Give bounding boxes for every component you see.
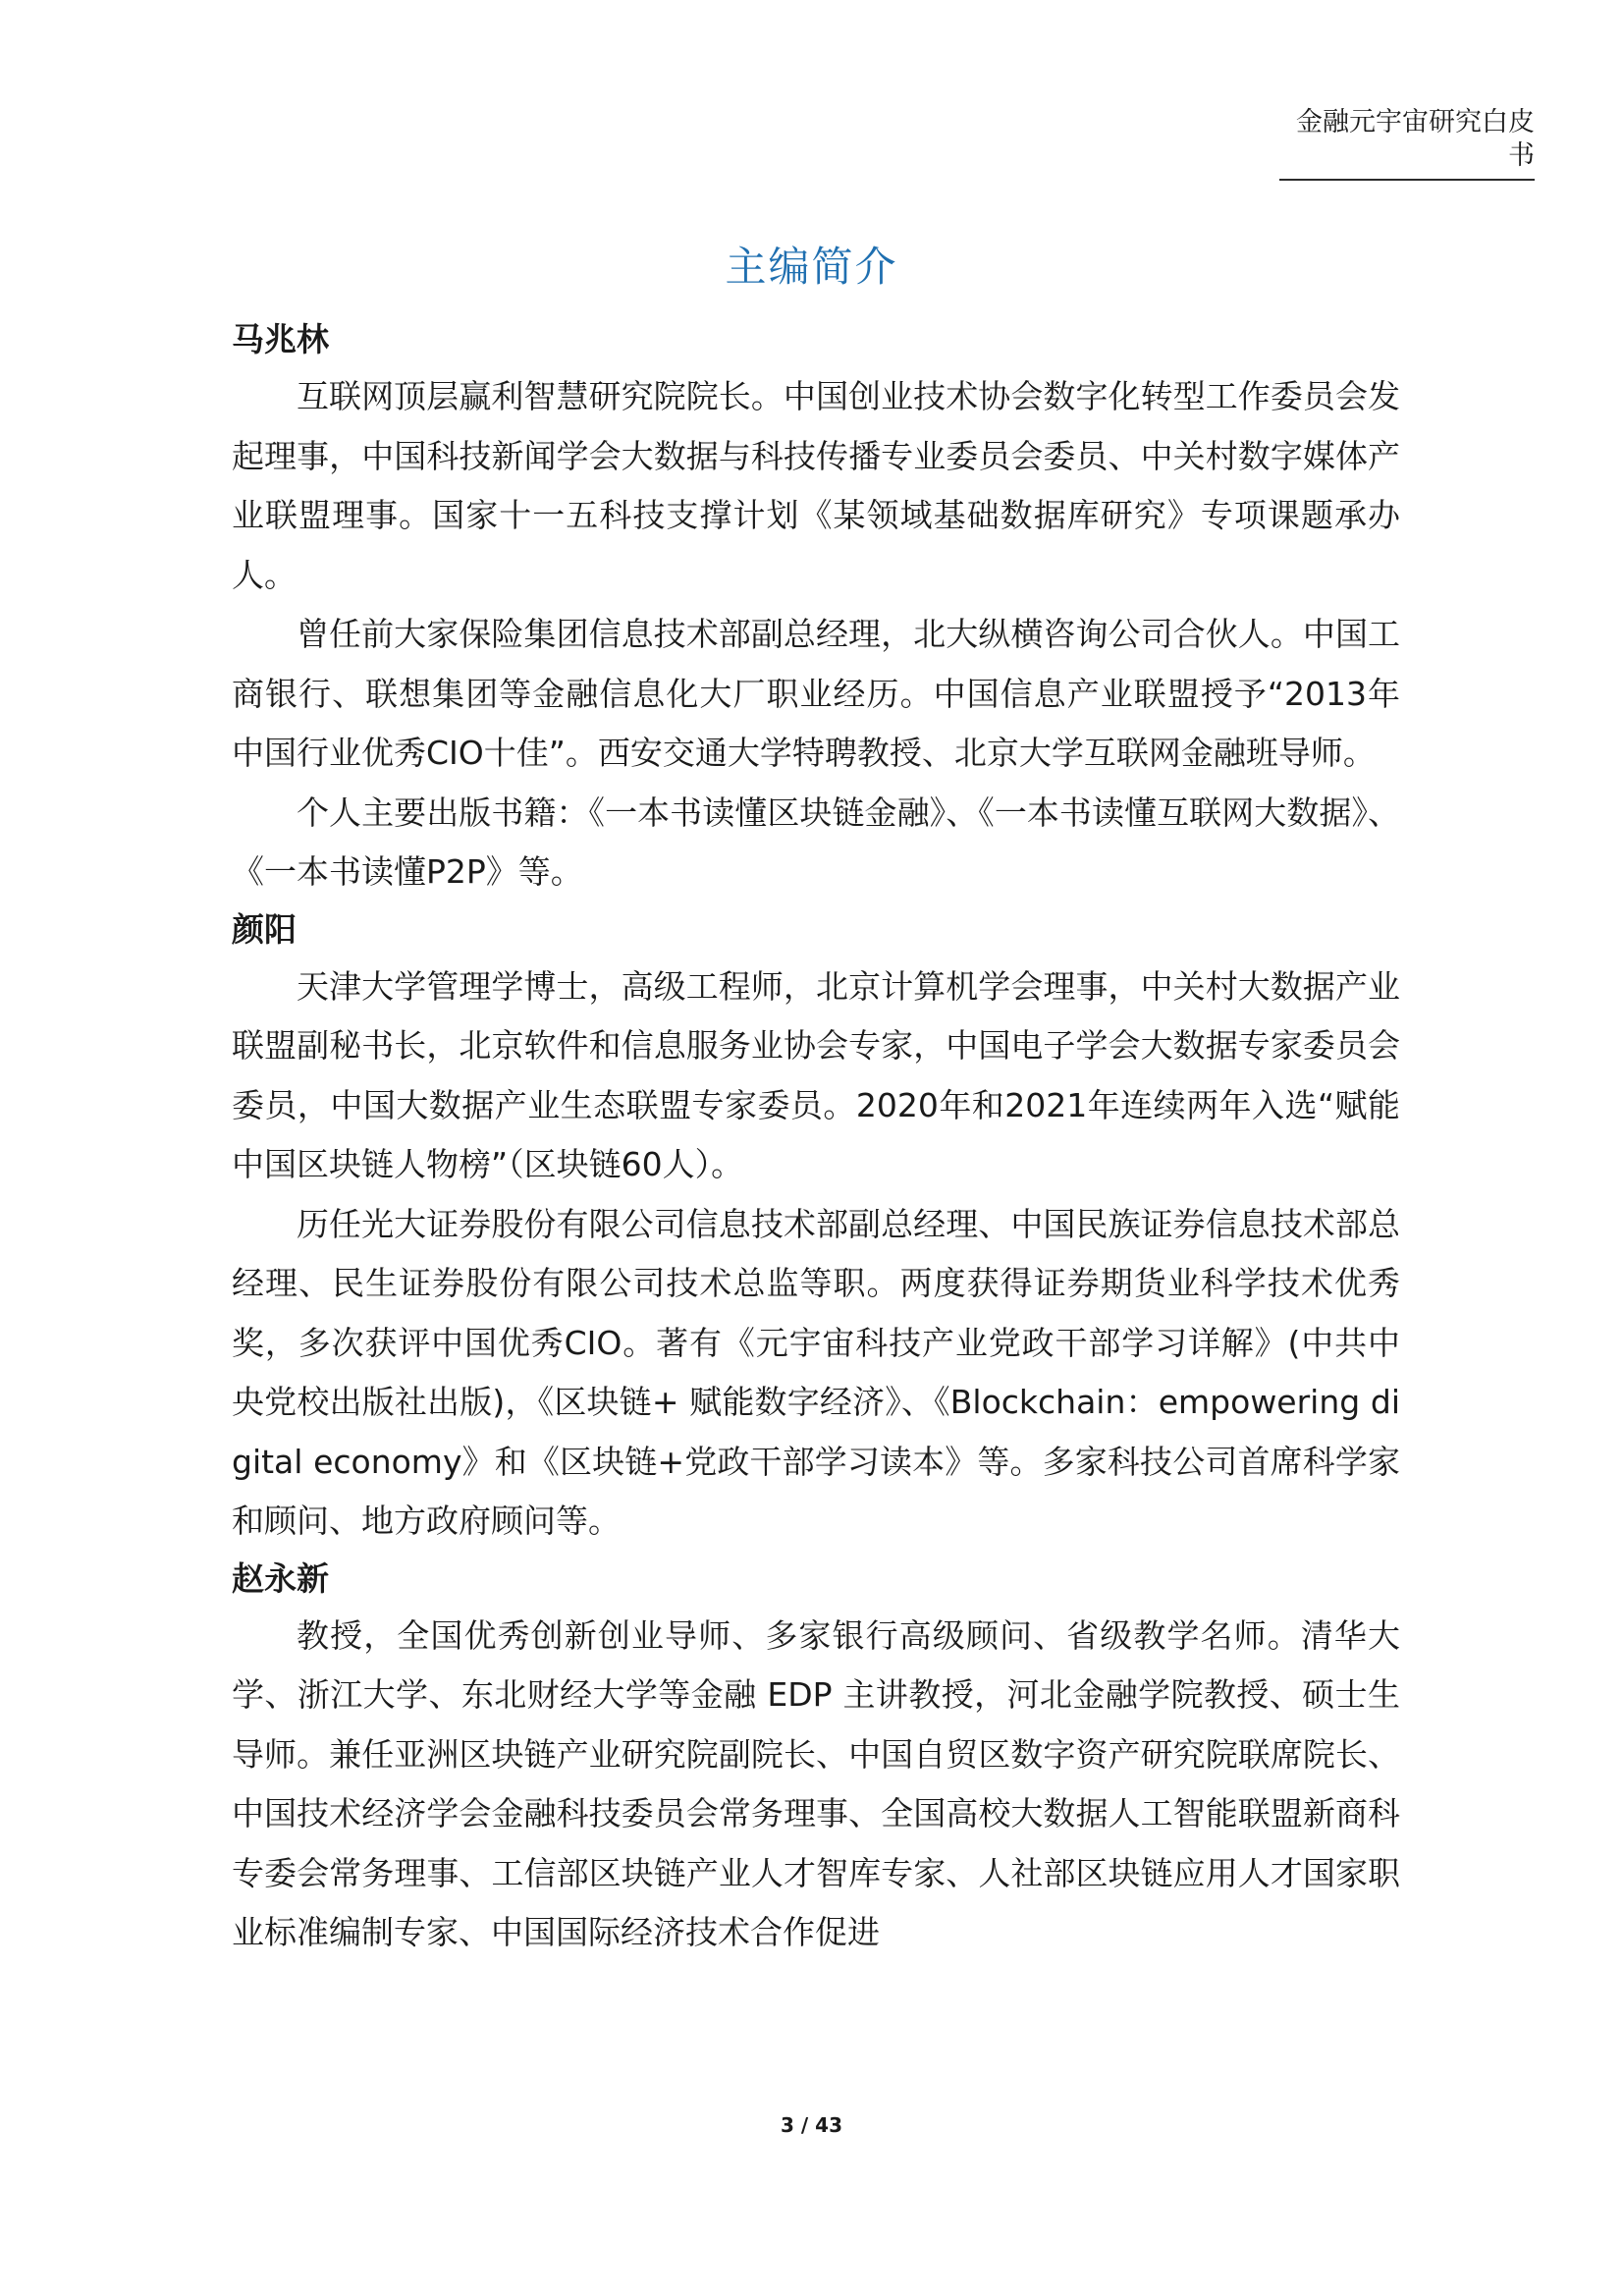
bio-paragraph: 历任光大证券股份有限公司信息技术部副总经理、中国民族证券信息技术部总经理、民生证券股份有限公司技术总监等职。两度获得证券期货业科学技术优秀奖，多次获评中国优秀CIO。著有《元宇宙科技产业党政干部学习详解》(中共中央党校出版社出版)，《区块链+ 赋能数字经济》、《Blockchain：empowering digital economy》和《区块链+党政干部学习读本》等。多家科技公司首席科学家和顾问、地方政府顾问等。 (232, 1204, 1400, 1540)
editor-name: 赵永新 (232, 1558, 329, 1598)
section-title: 主编简介 (725, 243, 898, 291)
bio-paragraph: 曾任前大家保险集团信息技术部副总经理，北大纵横咨询公司合伙人。中国工商银行、联想集团等金融信息化大厂职业经历。中国信息产业联盟授予“2013年中国行业优秀CIO十佳”。西安交通大学特聘教授、北京大学互联网金融班导师。 (232, 615, 1400, 772)
editor-block (232, 1552, 1400, 1963)
editors-content (232, 312, 1400, 1963)
editor-name: 马兆林 (232, 320, 329, 358)
editor-block (232, 902, 1400, 1552)
page-number: 3 / 43 (781, 2113, 842, 2137)
editor-name: 颜阳 (232, 909, 297, 949)
running-header: 金融元宇宙研究白皮书 (1279, 106, 1535, 181)
bio-paragraph: 互联网顶层赢利智慧研究院院长。中国创业技术协会数字化转型工作委员会发起理事，中国科技新闻学会大数据与科技传播专业委员会委员、中关村数字媒体产业联盟理事。国家十一五科技支撑计划《某领域基础数据库研究》专项课题承办人。 (232, 377, 1400, 594)
editor-block (232, 312, 1400, 902)
bio-paragraph: 教授，全国优秀创新创业导师、多家银行高级顾问、省级教学名师。清华大学、浙江大学、东北财经大学等金融 EDP 主讲教授，河北金融学院教授、硕士生导师。兼任亚洲区块链产业研究院副院长、中国自贸区数字资产研究院联席院长、中国技术经济学会金融科技委员会常务理事、全国高校大数据人工智能联盟新商科专委会常务理事、工信部区块链产业人才智库专家、人社部区块链应用人才国家职业标准编制专家、中国国际经济技术合作促进 (232, 1615, 1400, 1951)
bio-paragraph: 天津大学管理学博士，高级工程师，北京计算机学会理事，中关村大数据产业联盟副秘书长，北京软件和信息服务业协会专家，中国电子学会大数据专家委员会委员，中国大数据产业生态联盟专家委员。2020年和2021年连续两年入选“赋能中国区块链人物榜”（区块链60人）。 (232, 966, 1400, 1183)
bio-paragraph: 个人主要出版书籍：《一本书读懂区块链金融》、《一本书读懂互联网大数据》、《一本书读懂P2P》等。 (232, 793, 1400, 891)
